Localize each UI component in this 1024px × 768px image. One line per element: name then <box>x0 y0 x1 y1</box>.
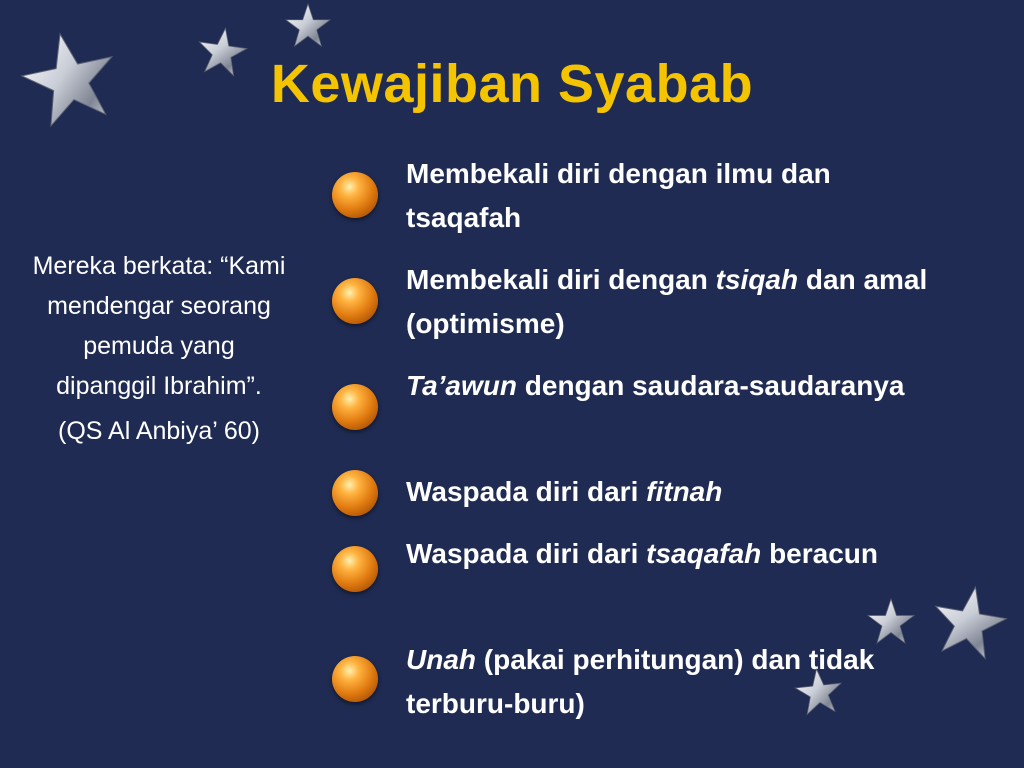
quote-text: Mereka berkata: “Kami mendengar seorang pemuda yang dipanggil Ibrahim”. <box>32 252 286 400</box>
star-icon <box>196 26 248 80</box>
star-icon <box>20 28 120 134</box>
bullet-text-run: beracun <box>761 538 878 569</box>
bullet-text <box>406 532 946 576</box>
star-icon <box>284 2 332 52</box>
bullet-text-run: (pakai perhitungan) dan tidak terburu-buru) <box>406 644 875 719</box>
bullet-text <box>406 364 946 408</box>
bullet-text-run: Waspada diri dari <box>406 538 647 569</box>
star-icon <box>794 668 844 718</box>
bullet-dot-icon <box>332 172 378 218</box>
bullet-text-run: Waspada diri dari <box>406 476 647 507</box>
bullet-text <box>406 152 946 240</box>
bullet-dot-icon <box>332 546 378 592</box>
bullet-text-run: dengan saudara-saudaranya <box>516 370 905 401</box>
quote-source: (QS Al Anbiya’ 60) <box>58 417 260 445</box>
star-icon <box>866 598 916 648</box>
bullet-text-run: Membekali diri dengan ilmu dan tsaqafah <box>406 158 831 233</box>
bullet-text <box>406 258 946 346</box>
slide-title: Kewajiban Syabab <box>270 54 754 114</box>
bullet-text-emphasis: tsiqah <box>715 264 799 295</box>
bullet-dot-icon <box>332 656 378 702</box>
bullet-text <box>406 470 946 514</box>
bullet-text-emphasis: fitnah <box>646 476 723 507</box>
star-icon <box>930 584 1008 664</box>
bullet-text <box>406 638 946 726</box>
bullet-dot-icon <box>332 470 378 516</box>
bullet-text-run: Membekali diri dengan <box>406 264 716 295</box>
bullet-text-run: dan amal (optimisme) <box>406 264 928 339</box>
bullet-text-emphasis: Ta’awun <box>406 370 517 401</box>
bullet-text-emphasis: Unah <box>406 644 476 675</box>
quote-block <box>30 246 288 451</box>
bullet-dot-icon <box>332 278 378 324</box>
bullet-text-emphasis: tsaqafah <box>646 538 762 569</box>
bullet-dot-icon <box>332 384 378 430</box>
